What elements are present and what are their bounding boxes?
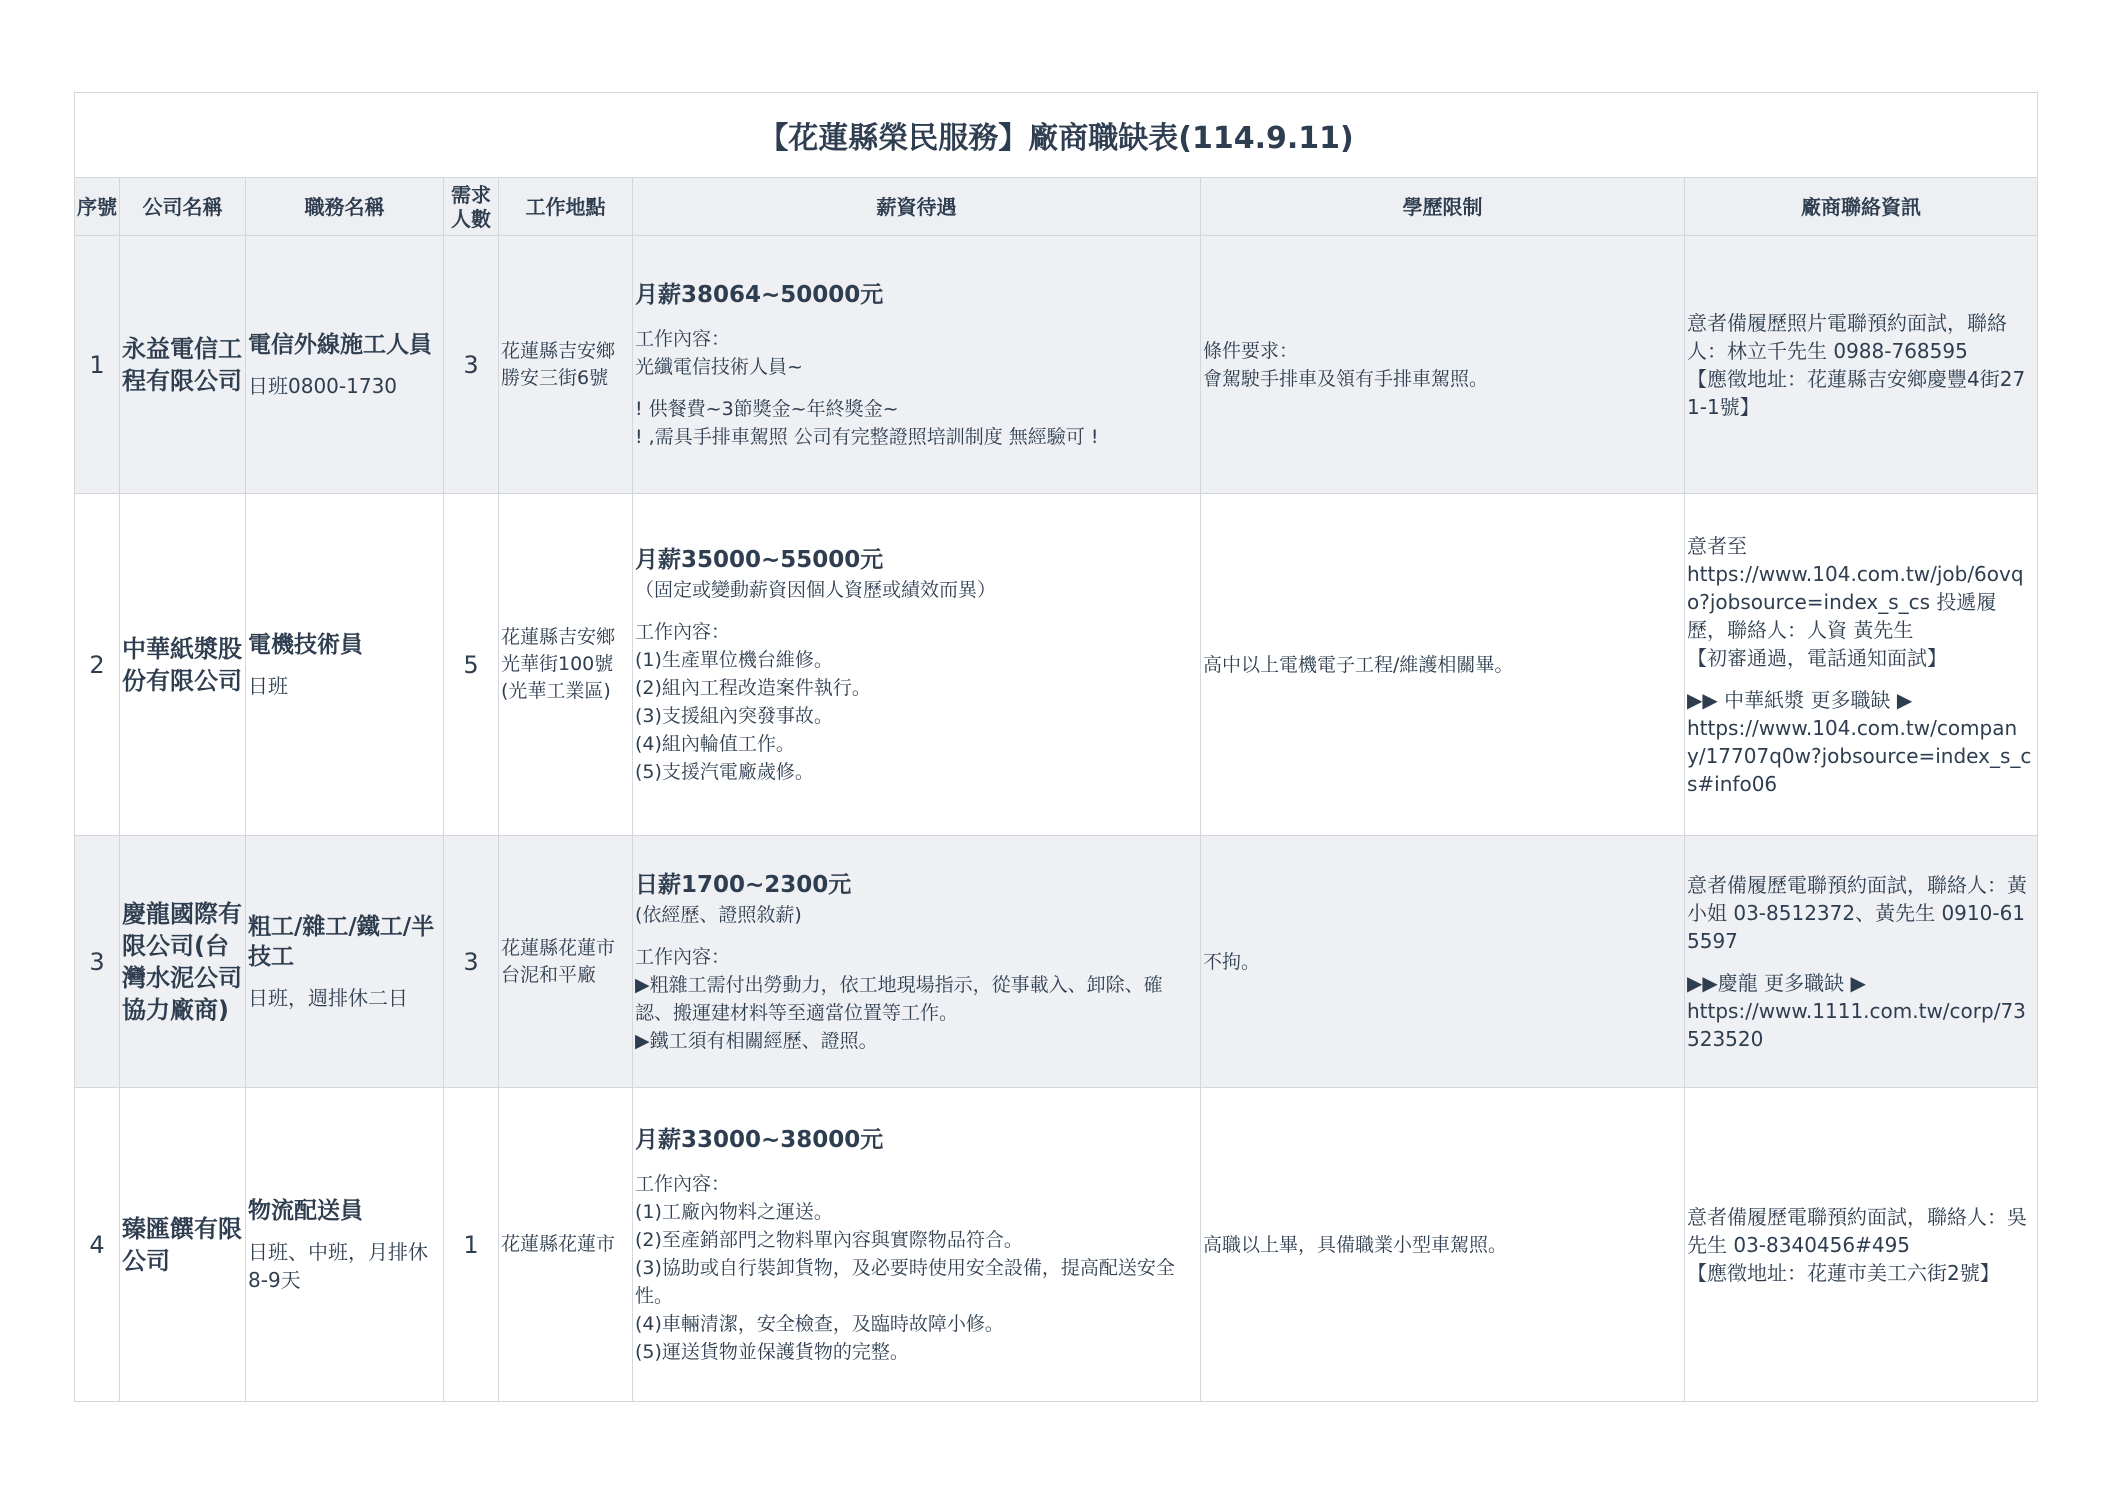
salary-line: ▶粗雜工需付出勞動力，依工地現場指示，從事載入、卸除、確認、搬運建材料等至適當位置等工作。 [635,973,1163,1024]
work-location: 花蓮縣吉安鄉勝安三街6號 [499,236,633,494]
education-cell [1201,1088,1685,1402]
company-name: 中華紙漿股份有限公司 [120,494,246,836]
contact-cell [1685,836,2038,1088]
salary-title: 日薪1700~2300元 [635,871,852,898]
job-title: 物流配送員 [248,1197,363,1224]
education-line: 不拘。 [1203,950,1261,973]
salary-note: (依經歷、證照敘薪) [635,903,802,926]
salary-line: ! ,需具手排車駕照 公司有完整證照培訓制度 無經驗可 ! [635,425,1099,448]
header-location: 工作地點 [499,178,633,236]
job-cell [246,236,444,494]
salary-line: 光纖電信技術人員~ [635,355,803,378]
education-cell [1201,494,1685,836]
salary-line: (3)協助或自行裝卸貨物，及必要時使用安全設備，提高配送安全性。 [635,1256,1175,1307]
salary-line: (5)支援汽電廠歲修。 [635,760,814,783]
job-cell [246,836,444,1088]
salary-title: 月薪33000~38000元 [635,1126,884,1153]
row-number: 3 [75,836,120,1088]
contact-cell [1685,236,2038,494]
job-title: 電機技術員 [248,631,363,658]
education-cell [1201,836,1685,1088]
contact-line: 【應徵地址：花蓮市美工六街2號】 [1687,1260,2000,1285]
salary-line: 工作內容： [635,1172,731,1195]
row-number: 1 [75,236,120,494]
salary-line: 工作內容： [635,945,731,968]
contact-line: 意者備履歷電聯預約面試，聯絡人：黃小姐 03-8512372、黃先生 0910-615597 [1687,872,2027,953]
job-vacancy-table [74,92,2038,1402]
salary-line: (4)車輛清潔，安全檢查，及臨時故障小修。 [635,1312,1004,1335]
salary-line: (5)運送貨物並保護貨物的完整。 [635,1340,909,1363]
page-title: 【花蓮縣榮民服務】廠商職缺表(114.9.11) [75,93,2038,178]
header-education: 學歷限制 [1201,178,1685,236]
contact-cell [1685,494,2038,836]
header-row [75,178,2038,236]
education-line: 會駕駛手排車及領有手排車駕照。 [1203,367,1489,390]
job-cell [246,1088,444,1402]
salary-cell [633,1088,1201,1402]
salary-title: 月薪35000~55000元 [635,546,884,573]
headcount: 3 [444,836,499,1088]
company-name: 臻匯饌有限公司 [120,1088,246,1402]
more-jobs-link[interactable]: https://www.104.com.tw/company/17707q0w?jobsource=index_s_cs#info06 [1687,715,2032,796]
table-row [75,1088,2038,1402]
contact-line: 意者備履歷照片電聯預約面試，聯絡人：林立千先生 0988-768595 [1687,310,2007,363]
job-shift: 日班、中班，月排休8-9天 [248,1239,428,1292]
row-number: 4 [75,1088,120,1402]
table-row [75,236,2038,494]
work-location: 花蓮縣花蓮市台泥和平廠 [499,836,633,1088]
salary-line: 工作內容： [635,327,731,350]
header-count: 需求人數 [444,178,499,236]
header-contact: 廠商聯絡資訊 [1685,178,2038,236]
work-location: 花蓮縣花蓮市 [499,1088,633,1402]
headcount: 3 [444,236,499,494]
salary-cell [633,236,1201,494]
work-location: 花蓮縣吉安鄉光華街100號(光華工業區) [499,494,633,836]
contact-line: 意者備履歷電聯預約面試，聯絡人：吳先生 03-8340456#495 [1687,1204,2027,1257]
salary-line: (2)至產銷部門之物料單內容與實際物品符合。 [635,1228,1023,1251]
table-row [75,494,2038,836]
header-salary: 薪資待遇 [633,178,1201,236]
more-jobs-label: ▶▶ 中華紙漿 更多職缺 ▶ [1687,687,1913,712]
company-name: 永益電信工程有限公司 [120,236,246,494]
contact-line: 意者至 [1687,533,1747,558]
job-shift: 日班，週排休二日 [248,985,408,1010]
education-line: 條件要求： [1203,339,1299,362]
job-title: 粗工/雜工/鐵工/半技工 [248,913,435,970]
salary-line: 工作內容： [635,620,731,643]
salary-line: (3)支援組內突發事故。 [635,704,833,727]
salary-title: 月薪38064~50000元 [635,281,884,308]
salary-line: ! 供餐費~3節獎金~年終獎金~ [635,397,899,420]
salary-line: (4)組內輪值工作。 [635,732,795,755]
job-shift: 日班 [248,673,288,698]
contact-link[interactable]: https://www.104.com.tw/job/6ovqo?jobsource=index_s_cs 投遞履歷，聯絡人：人資 黃先生 [1687,561,2024,642]
job-cell [246,494,444,836]
education-cell [1201,236,1685,494]
salary-note: （固定或變動薪資因個人資歷或績效而異） [635,578,997,601]
salary-cell [633,494,1201,836]
salary-line: ▶鐵工須有相關經歷、證照。 [635,1029,878,1052]
header-job: 職務名稱 [246,178,444,236]
salary-cell [633,836,1201,1088]
row-number: 2 [75,494,120,836]
header-company: 公司名稱 [120,178,246,236]
more-jobs-label: ▶▶慶龍 更多職缺 ▶ [1687,970,1866,995]
job-shift: 日班0800-1730 [248,373,398,398]
contact-cell [1685,1088,2038,1402]
header-no: 序號 [75,178,120,236]
education-line: 高職以上畢，具備職業小型車駕照。 [1203,1233,1508,1256]
headcount: 1 [444,1088,499,1402]
salary-line: (2)組內工程改造案件執行。 [635,676,871,699]
salary-line: (1)工廠內物料之運送。 [635,1200,833,1223]
contact-line: 【初審通過，電話通知面試】 [1687,645,1947,670]
table-row [75,836,2038,1088]
more-jobs-link[interactable]: https://www.1111.com.tw/corp/73523520 [1687,998,2026,1051]
company-name: 慶龍國際有限公司(台灣水泥公司協力廠商) [120,836,246,1088]
headcount: 5 [444,494,499,836]
education-line: 高中以上電機電子工程/維護相關畢。 [1203,653,1514,676]
contact-line: 【應徵地址：花蓮縣吉安鄉慶豐4街271-1號】 [1687,366,2026,419]
salary-line: (1)生產單位機台維修。 [635,648,833,671]
job-title: 電信外線施工人員 [248,331,432,358]
